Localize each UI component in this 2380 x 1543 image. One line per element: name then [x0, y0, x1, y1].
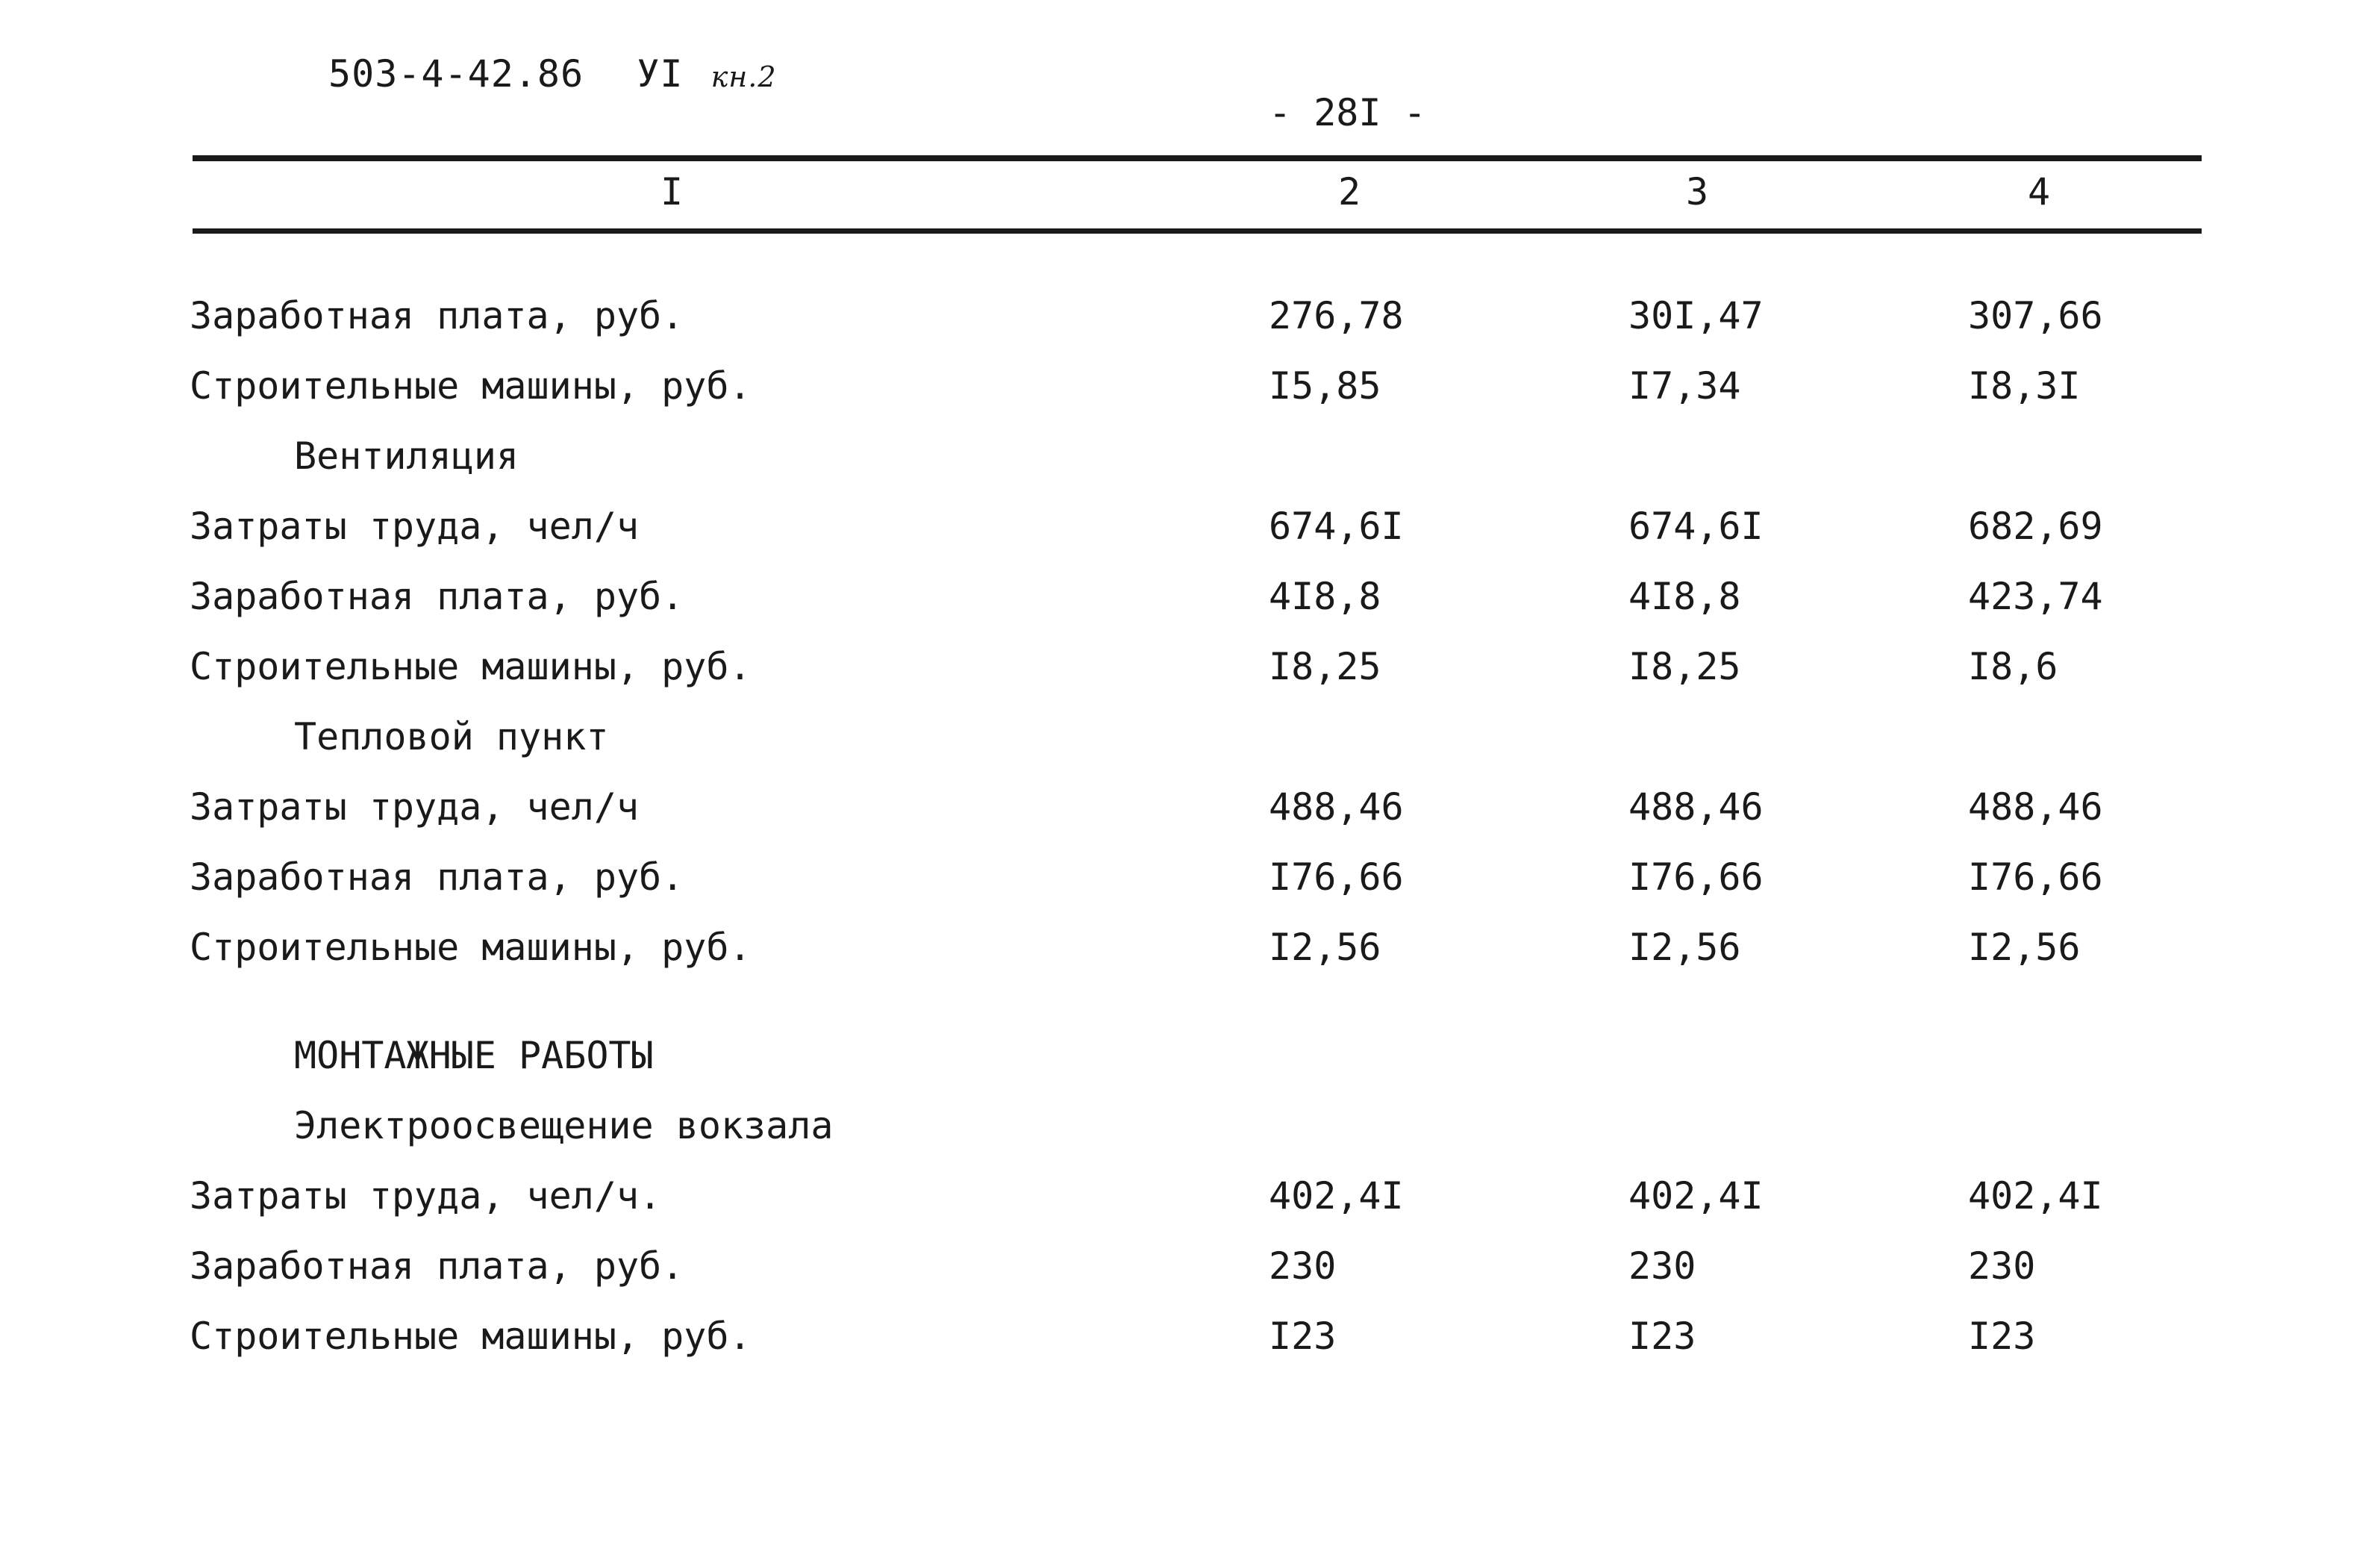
- row-label: Строительные машины, руб.: [190, 1315, 752, 1358]
- cell-value: I7,34: [1628, 364, 1741, 408]
- section-heading-label: Вентиляция: [294, 434, 519, 478]
- cell-value: I23: [1628, 1315, 1696, 1358]
- cell-value: 674,6I: [1269, 505, 1404, 548]
- cell-value: I76,66: [1269, 855, 1404, 899]
- section-heading: [0, 1104, 2380, 1156]
- table-row: [0, 1244, 2380, 1297]
- section-heading-label: МОНТАЖНЫЕ РАБОТЫ: [294, 1034, 654, 1077]
- column-header-2: 2: [1337, 170, 1361, 213]
- cell-value: I5,85: [1269, 364, 1381, 408]
- table-row: [0, 1315, 2380, 1367]
- cell-value: 4I8,8: [1269, 575, 1381, 618]
- row-label: Затраты труда, чел/ч: [190, 505, 640, 548]
- cell-value: I23: [1269, 1315, 1337, 1358]
- row-label: Строительные машины, руб.: [190, 645, 752, 688]
- cell-value: 402,4I: [1269, 1174, 1404, 1218]
- row-label: Заработная плата, руб.: [190, 1244, 684, 1288]
- handwritten-note: кн.2: [710, 60, 777, 93]
- top-rule: [193, 155, 2202, 161]
- cell-value: 230: [1269, 1244, 1337, 1288]
- section-heading-label: Электроосвещение вокзала: [294, 1104, 834, 1147]
- section-heading-label: Тепловой пункт: [294, 715, 609, 758]
- document-code: [328, 52, 777, 96]
- column-header-1: I: [660, 170, 684, 213]
- table-row: [0, 645, 2380, 697]
- header-bottom-rule: [193, 228, 2202, 234]
- column-header-3: 3: [1685, 170, 1709, 213]
- cell-value: I8,3I: [1968, 364, 2081, 408]
- row-label: Заработная плата, руб.: [190, 575, 684, 618]
- cell-value: 230: [1968, 1244, 2036, 1288]
- cell-value: 307,66: [1968, 294, 2103, 337]
- table-row: [0, 785, 2380, 838]
- row-label: Строительные машины, руб.: [190, 364, 752, 408]
- cell-value: I76,66: [1628, 855, 1764, 899]
- cell-value: I8,25: [1269, 645, 1381, 688]
- cell-value: I23: [1968, 1315, 2036, 1358]
- row-label: Заработная плата, руб.: [190, 855, 684, 899]
- page-number: - 28I -: [1269, 91, 1426, 134]
- cell-value: I2,56: [1968, 926, 2081, 969]
- cell-value: 674,6I: [1628, 505, 1764, 548]
- cell-value: 682,69: [1968, 505, 2103, 548]
- cell-value: 488,46: [1269, 785, 1404, 829]
- table-row: [0, 505, 2380, 557]
- cell-value: 488,46: [1628, 785, 1764, 829]
- doc-volume: УI: [637, 52, 684, 96]
- doc-code-number: 503-4-42.86: [328, 52, 584, 96]
- section-heading: [0, 434, 2380, 487]
- table-row: [0, 294, 2380, 346]
- cell-value: I2,56: [1269, 926, 1381, 969]
- cell-value: 4I8,8: [1628, 575, 1741, 618]
- table-row: [0, 1174, 2380, 1226]
- table-row: [0, 855, 2380, 908]
- row-label: Заработная плата, руб.: [190, 294, 684, 337]
- row-label: Затраты труда, чел/ч.: [190, 1174, 662, 1218]
- cell-value: I8,25: [1628, 645, 1741, 688]
- column-header-4: 4: [2027, 170, 2051, 213]
- section-heading: [0, 715, 2380, 767]
- cell-value: 402,4I: [1968, 1174, 2103, 1218]
- cell-value: 276,78: [1269, 294, 1404, 337]
- section-heading: [0, 1034, 2380, 1086]
- table-row: [0, 926, 2380, 978]
- cell-value: I76,66: [1968, 855, 2103, 899]
- table-row: [0, 575, 2380, 627]
- cell-value: I8,6: [1968, 645, 2058, 688]
- cell-value: 423,74: [1968, 575, 2103, 618]
- cell-value: 30I,47: [1628, 294, 1764, 337]
- cell-value: 488,46: [1968, 785, 2103, 829]
- cell-value: 402,4I: [1628, 1174, 1764, 1218]
- table-row: [0, 364, 2380, 417]
- cell-value: 230: [1628, 1244, 1696, 1288]
- row-label: Строительные машины, руб.: [190, 926, 752, 969]
- row-label: Затраты труда, чел/ч: [190, 785, 640, 829]
- cell-value: I2,56: [1628, 926, 1741, 969]
